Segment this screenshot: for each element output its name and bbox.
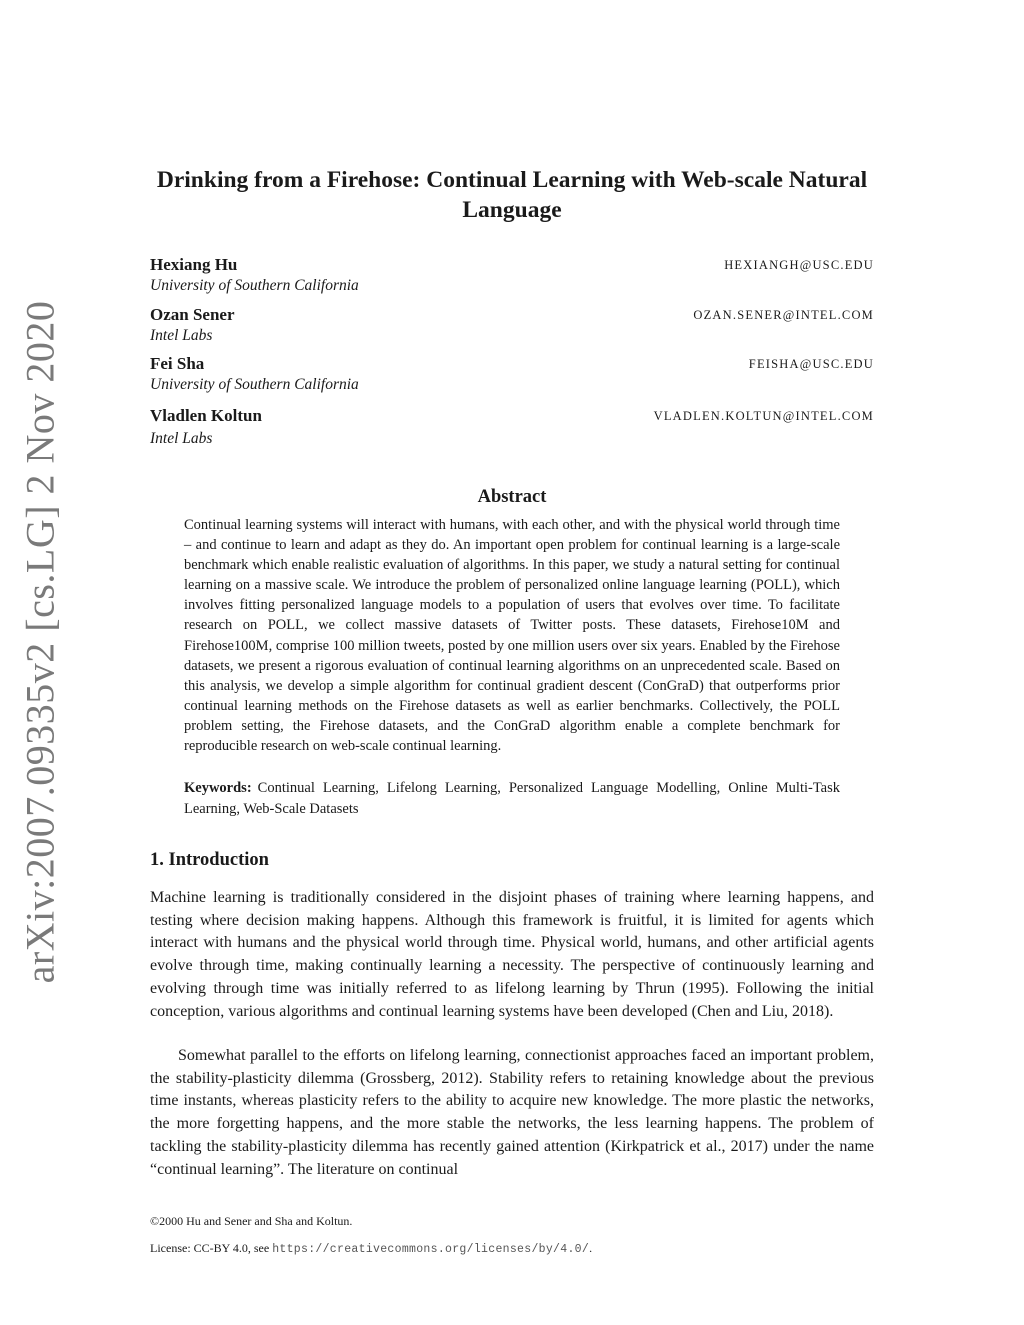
license-suffix: .	[589, 1241, 593, 1255]
author-name: Fei Sha	[150, 354, 205, 373]
author-block-3	[150, 353, 874, 395]
keywords-text: Continual Learning, Lifelong Learning, Personalized Language Modelling, Online Multi-Task Learning, Web-Scale Datasets	[184, 780, 840, 817]
author-email[interactable]: OZAN.SENER@INTEL.COM	[693, 308, 874, 322]
paper-title: Drinking from a Firehose: Continual Learning with Web-scale Natural Language	[156, 167, 868, 223]
author-block-1	[150, 254, 874, 296]
abstract-text: Continual learning systems will interact with humans, with each other, and with the physical world through time – and continue to learn and adapt as they do. An important open problem for continual learning is a large-scale benchmark which enable realistic evaluation of algorithms. In this paper, we study a natural setting for continual learning on a massive scale. We introduce the problem of personalized online language learning (POLL), which involves fitting personalized language models to a population of users that evolves over time. To facilitate research on POLL, we collect massive datasets of Twitter posts. These datasets, Firehose10M and Firehose100M, comprise 100 million tweets, posted by one million users over six years. Enabled by the Firehose datasets, we present a rigorous evaluation of continual learning algorithms on an unprecedented scale. Based on this analysis, we develop a simple algorithm for continual gradient descent (ConGraD) that outperforms prior continual learning methods on the Firehose datasets as well as earlier benchmarks. Collectively, the POLL problem setting, the Firehose datasets, and the ConGraD algorithm enable a complete benchmark for reproducible research on web-scale continual learning.	[184, 517, 840, 755]
intro-paragraph-1: Machine learning is traditionally considered in the disjoint phases of training where learning happens, and testing where decision making happens. Although this framework is fruitful, it is limited for agents which interact with humans and the physical world through time. Physical world, humans, and other artificial agents evolve through time, making continually learning a necessity. The perspective of continuously learning and evolving through time was initially referred to as lifelong learning by Thrun (1995). Following the initial conception, various algorithms and continual learning systems have been developed (Chen and Liu, 2018).	[150, 889, 874, 1020]
author-affiliation: University of Southern California	[150, 376, 359, 393]
author-block-2	[150, 304, 874, 346]
author-block-4	[150, 405, 874, 449]
license-link[interactable]: https://creativecommons.org/licenses/by/4.0/	[272, 1243, 590, 1256]
author-email[interactable]: HEXIANGH@USC.EDU	[724, 258, 874, 272]
author-email[interactable]: FEISHA@USC.EDU	[748, 357, 874, 371]
keywords	[184, 778, 840, 819]
author-name: Vladlen Koltun	[150, 406, 262, 425]
license-footnote	[150, 1240, 592, 1258]
arxiv-side-stamp: arXiv:2007.09335v2 [cs.LG] 2 Nov 2020	[17, 300, 63, 984]
author-name: Hexiang Hu	[150, 255, 238, 274]
keywords-label: Keywords:	[184, 780, 252, 796]
section-heading-introduction: 1. Introduction	[150, 850, 269, 870]
abstract-heading: Abstract	[477, 487, 547, 507]
author-email[interactable]: VLADLEN.KOLTUN@INTEL.COM	[653, 409, 874, 423]
license-prefix: License: CC-BY 4.0, see	[150, 1241, 273, 1255]
author-name: Ozan Sener	[150, 305, 235, 324]
copyright-footnote: ©2000 Hu and Sener and Sha and Koltun.	[150, 1214, 353, 1228]
intro-paragraph-2: Somewhat parallel to the efforts on lifelong learning, connectionist approaches faced an important problem, the stability-plasticity dilemma (Grossberg, 2012). Stability refers to retaining knowledge about the previous time instants, whereas plasticity refers to the ability to acquire new knowledge. The more plastic the networks, the more forgetting happens, and the more stable the networks, the less learning happens. The problem of tackling the stability-plasticity dilemma has recently gained attention (Kirkpatrick et al., 2017) under the name “continual learning”. The literature on continual	[150, 1047, 874, 1178]
author-affiliation: University of Southern California	[150, 277, 359, 294]
author-affiliation: Intel Labs	[150, 327, 213, 344]
author-affiliation: Intel Labs	[150, 430, 213, 447]
